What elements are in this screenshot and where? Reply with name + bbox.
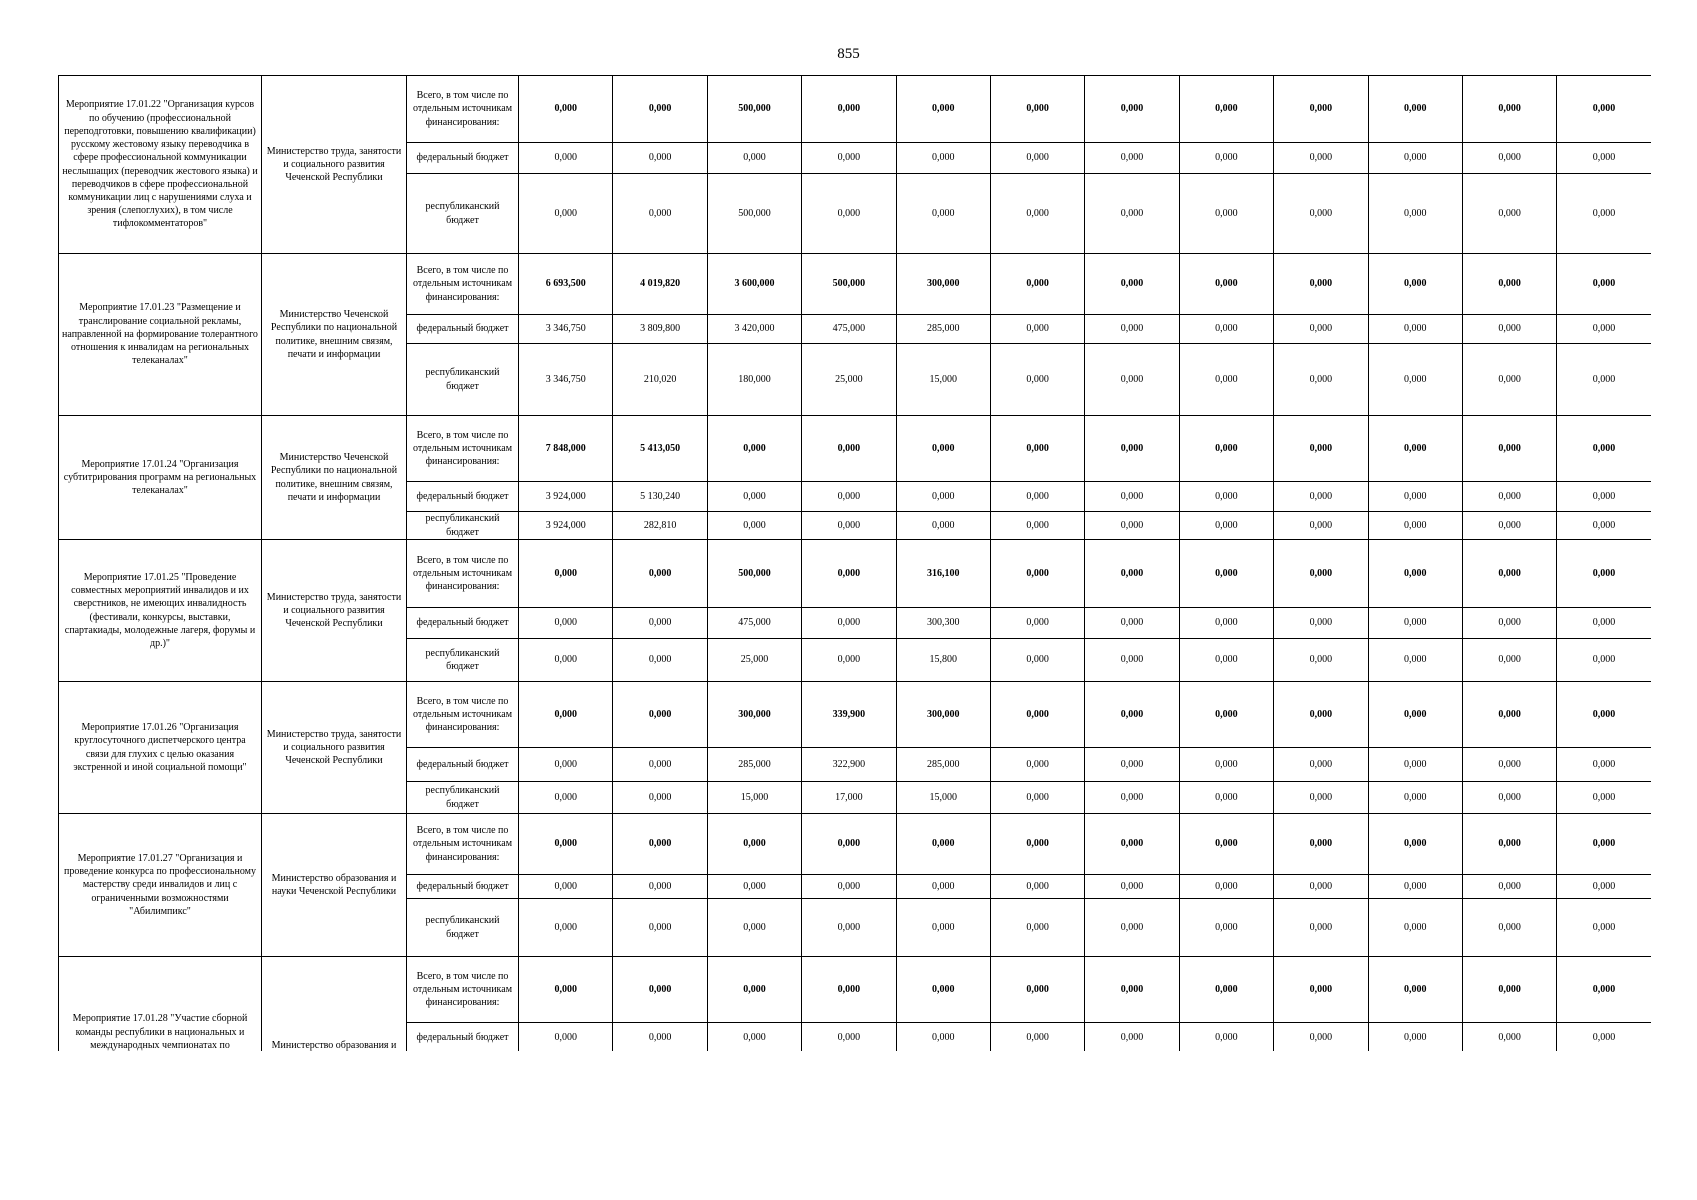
executor-cell: Министерство труда, занятости и социального развития Чеченской Республики [262, 540, 407, 682]
value-cell: 0,000 [1274, 875, 1368, 899]
value-cell: 0,000 [1274, 174, 1368, 254]
value-cell: 339,900 [802, 682, 896, 748]
value-cell: 0,000 [1462, 899, 1556, 957]
value-cell: 25,000 [707, 639, 801, 682]
value-cell: 0,000 [1557, 875, 1651, 899]
value-cell: 0,000 [519, 1023, 613, 1052]
value-cell: 0,000 [613, 814, 707, 875]
value-cell: 0,000 [707, 482, 801, 512]
value-cell: 0,000 [1368, 814, 1462, 875]
value-cell: 0,000 [990, 957, 1084, 1023]
value-cell: 0,000 [613, 1023, 707, 1052]
value-cell: 0,000 [990, 315, 1084, 344]
table-row-total [59, 540, 1652, 608]
value-cell: 0,000 [1557, 344, 1651, 416]
value-cell: 0,000 [613, 682, 707, 748]
value-cell: 322,900 [802, 748, 896, 782]
table-row-total [59, 76, 1652, 143]
value-cell: 300,000 [896, 254, 990, 315]
value-cell: 0,000 [1274, 608, 1368, 639]
budget-table-body [59, 76, 1652, 1052]
table-row-total [59, 416, 1652, 482]
value-cell: 3 346,750 [519, 315, 613, 344]
value-cell: 0,000 [707, 814, 801, 875]
value-cell: 0,000 [1368, 540, 1462, 608]
value-cell: 0,000 [990, 875, 1084, 899]
value-cell: 0,000 [1368, 782, 1462, 814]
executor-cell: Министерство образования и науки Чеченской Республики [262, 814, 407, 957]
value-cell: 0,000 [1085, 875, 1179, 899]
value-cell: 0,000 [519, 76, 613, 143]
value-cell: 0,000 [990, 1023, 1084, 1052]
value-cell: 0,000 [896, 416, 990, 482]
value-cell: 4 019,820 [613, 254, 707, 315]
value-cell: 0,000 [1274, 682, 1368, 748]
value-cell: 0,000 [1274, 512, 1368, 540]
value-cell: 0,000 [1462, 512, 1556, 540]
value-cell: 0,000 [613, 540, 707, 608]
value-cell: 3 600,000 [707, 254, 801, 315]
funding-source-cell: федеральный бюджет [407, 143, 519, 174]
value-cell: 0,000 [1462, 639, 1556, 682]
value-cell: 0,000 [896, 957, 990, 1023]
value-cell: 0,000 [1179, 957, 1273, 1023]
value-cell: 0,000 [1085, 254, 1179, 315]
value-cell: 0,000 [1085, 1023, 1179, 1052]
value-cell: 0,000 [1557, 608, 1651, 639]
value-cell: 0,000 [1368, 899, 1462, 957]
funding-source-cell: Всего, в том числе по отдельным источникам финансирования: [407, 682, 519, 748]
value-cell: 0,000 [1462, 540, 1556, 608]
value-cell: 3 346,750 [519, 344, 613, 416]
value-cell: 0,000 [1274, 143, 1368, 174]
value-cell: 0,000 [990, 76, 1084, 143]
activity-cell: Мероприятие 17.01.23 "Размещение и транслирование социальной рекламы, направленной на формирование толерантного отношения к инвалидам на региональных телеканалах" [59, 254, 262, 416]
value-cell: 7 848,000 [519, 416, 613, 482]
value-cell: 0,000 [1085, 482, 1179, 512]
value-cell: 0,000 [990, 682, 1084, 748]
value-cell: 0,000 [802, 416, 896, 482]
value-cell: 0,000 [1085, 416, 1179, 482]
funding-source-cell: республиканский бюджет [407, 782, 519, 814]
value-cell: 3 924,000 [519, 482, 613, 512]
value-cell: 0,000 [1557, 76, 1651, 143]
value-cell: 0,000 [1368, 416, 1462, 482]
value-cell: 0,000 [1085, 639, 1179, 682]
executor-cell: Министерство образования и [262, 957, 407, 1052]
value-cell: 0,000 [1085, 143, 1179, 174]
value-cell: 0,000 [1462, 748, 1556, 782]
funding-source-cell: республиканский бюджет [407, 174, 519, 254]
funding-source-cell: Всего, в том числе по отдельным источникам финансирования: [407, 957, 519, 1023]
value-cell: 0,000 [707, 899, 801, 957]
value-cell: 0,000 [896, 512, 990, 540]
funding-source-cell: федеральный бюджет [407, 748, 519, 782]
value-cell: 0,000 [990, 814, 1084, 875]
value-cell: 0,000 [613, 76, 707, 143]
value-cell: 0,000 [1179, 682, 1273, 748]
value-cell: 3 924,000 [519, 512, 613, 540]
funding-source-cell: республиканский бюджет [407, 512, 519, 540]
value-cell: 0,000 [1462, 608, 1556, 639]
executor-cell: Министерство Чеченской Республики по национальной политике, внешним связям, печати и информации [262, 416, 407, 540]
value-cell: 0,000 [990, 482, 1084, 512]
value-cell: 0,000 [613, 899, 707, 957]
value-cell: 0,000 [1179, 899, 1273, 957]
value-cell: 0,000 [1462, 875, 1556, 899]
value-cell: 0,000 [1179, 143, 1273, 174]
value-cell: 0,000 [1557, 748, 1651, 782]
funding-source-cell: федеральный бюджет [407, 482, 519, 512]
value-cell: 0,000 [1557, 814, 1651, 875]
value-cell: 0,000 [802, 540, 896, 608]
value-cell: 0,000 [1368, 682, 1462, 748]
value-cell: 0,000 [707, 416, 801, 482]
value-cell: 0,000 [1179, 512, 1273, 540]
value-cell: 0,000 [1462, 416, 1556, 482]
value-cell: 0,000 [1179, 814, 1273, 875]
funding-source-cell: Всего, в том числе по отдельным источникам финансирования: [407, 254, 519, 315]
funding-source-cell: федеральный бюджет [407, 1023, 519, 1052]
value-cell: 0,000 [1179, 482, 1273, 512]
value-cell: 0,000 [1368, 482, 1462, 512]
value-cell: 6 693,500 [519, 254, 613, 315]
value-cell: 15,000 [896, 782, 990, 814]
value-cell: 0,000 [1368, 957, 1462, 1023]
value-cell: 0,000 [802, 174, 896, 254]
value-cell: 0,000 [519, 174, 613, 254]
budget-table-container [58, 75, 1651, 1051]
value-cell: 0,000 [613, 608, 707, 639]
funding-source-cell: республиканский бюджет [407, 899, 519, 957]
value-cell: 0,000 [1462, 344, 1556, 416]
value-cell: 0,000 [990, 540, 1084, 608]
value-cell: 500,000 [802, 254, 896, 315]
value-cell: 0,000 [1368, 639, 1462, 682]
value-cell: 0,000 [1274, 416, 1368, 482]
funding-source-cell: федеральный бюджет [407, 875, 519, 899]
value-cell: 0,000 [1179, 76, 1273, 143]
value-cell: 0,000 [1462, 254, 1556, 315]
value-cell: 0,000 [1557, 957, 1651, 1023]
value-cell: 0,000 [519, 899, 613, 957]
value-cell: 0,000 [990, 254, 1084, 315]
value-cell: 0,000 [1179, 1023, 1273, 1052]
executor-cell: Министерство труда, занятости и социального развития Чеченской Республики [262, 76, 407, 254]
executor-cell: Министерство Чеченской Республики по национальной политике, внешним связям, печати и информации [262, 254, 407, 416]
value-cell: 15,000 [707, 782, 801, 814]
value-cell: 0,000 [519, 540, 613, 608]
value-cell: 285,000 [896, 748, 990, 782]
value-cell: 300,000 [896, 682, 990, 748]
value-cell: 0,000 [519, 682, 613, 748]
value-cell: 0,000 [1179, 174, 1273, 254]
value-cell: 0,000 [990, 608, 1084, 639]
value-cell: 0,000 [1368, 254, 1462, 315]
value-cell: 0,000 [1368, 143, 1462, 174]
value-cell: 0,000 [1557, 512, 1651, 540]
value-cell: 500,000 [707, 174, 801, 254]
value-cell: 0,000 [896, 143, 990, 174]
value-cell: 0,000 [1462, 482, 1556, 512]
value-cell: 0,000 [802, 76, 896, 143]
value-cell: 0,000 [1085, 608, 1179, 639]
value-cell: 0,000 [1085, 512, 1179, 540]
value-cell: 0,000 [1179, 748, 1273, 782]
value-cell: 0,000 [1368, 76, 1462, 143]
value-cell: 0,000 [1085, 540, 1179, 608]
value-cell: 500,000 [707, 76, 801, 143]
funding-source-cell: Всего, в том числе по отдельным источникам финансирования: [407, 814, 519, 875]
value-cell: 0,000 [1085, 76, 1179, 143]
value-cell: 0,000 [1179, 875, 1273, 899]
value-cell: 0,000 [1462, 957, 1556, 1023]
value-cell: 0,000 [519, 957, 613, 1023]
funding-source-cell: Всего, в том числе по отдельным источникам финансирования: [407, 540, 519, 608]
value-cell: 0,000 [1274, 540, 1368, 608]
value-cell: 0,000 [896, 1023, 990, 1052]
funding-source-cell: республиканский бюджет [407, 639, 519, 682]
value-cell: 0,000 [1179, 540, 1273, 608]
value-cell: 15,800 [896, 639, 990, 682]
value-cell: 0,000 [519, 143, 613, 174]
value-cell: 0,000 [1557, 482, 1651, 512]
value-cell: 0,000 [990, 174, 1084, 254]
value-cell: 3 420,000 [707, 315, 801, 344]
activity-cell: Мероприятие 17.01.28 "Участие сборной команды республики в национальных и международных чемпионатах по [59, 957, 262, 1052]
value-cell: 0,000 [1557, 174, 1651, 254]
value-cell: 0,000 [1085, 782, 1179, 814]
value-cell: 0,000 [1368, 174, 1462, 254]
value-cell: 0,000 [802, 1023, 896, 1052]
value-cell: 0,000 [802, 143, 896, 174]
value-cell: 180,000 [707, 344, 801, 416]
value-cell: 15,000 [896, 344, 990, 416]
value-cell: 0,000 [1085, 682, 1179, 748]
value-cell: 0,000 [707, 1023, 801, 1052]
value-cell: 25,000 [802, 344, 896, 416]
value-cell: 0,000 [519, 875, 613, 899]
value-cell: 0,000 [990, 344, 1084, 416]
funding-source-cell: Всего, в том числе по отдельным источникам финансирования: [407, 416, 519, 482]
value-cell: 0,000 [1557, 682, 1651, 748]
value-cell: 210,020 [613, 344, 707, 416]
value-cell: 0,000 [707, 957, 801, 1023]
value-cell: 0,000 [1179, 416, 1273, 482]
value-cell: 500,000 [707, 540, 801, 608]
value-cell: 0,000 [896, 76, 990, 143]
value-cell: 0,000 [1085, 315, 1179, 344]
value-cell: 0,000 [990, 512, 1084, 540]
value-cell: 0,000 [1462, 682, 1556, 748]
value-cell: 5 130,240 [613, 482, 707, 512]
value-cell: 0,000 [990, 143, 1084, 174]
value-cell: 0,000 [802, 482, 896, 512]
value-cell: 0,000 [707, 143, 801, 174]
value-cell: 0,000 [613, 957, 707, 1023]
value-cell: 0,000 [1462, 143, 1556, 174]
table-row-total [59, 254, 1652, 315]
value-cell: 0,000 [990, 748, 1084, 782]
value-cell: 0,000 [1462, 76, 1556, 143]
value-cell: 0,000 [1179, 254, 1273, 315]
value-cell: 0,000 [1085, 814, 1179, 875]
value-cell: 0,000 [802, 899, 896, 957]
value-cell: 300,300 [896, 608, 990, 639]
value-cell: 0,000 [519, 748, 613, 782]
value-cell: 0,000 [1085, 748, 1179, 782]
funding-source-cell: Всего, в том числе по отдельным источникам финансирования: [407, 76, 519, 143]
funding-source-cell: республиканский бюджет [407, 344, 519, 416]
value-cell: 316,100 [896, 540, 990, 608]
value-cell: 0,000 [1085, 344, 1179, 416]
value-cell: 17,000 [802, 782, 896, 814]
value-cell: 0,000 [707, 875, 801, 899]
value-cell: 0,000 [802, 957, 896, 1023]
value-cell: 0,000 [802, 608, 896, 639]
value-cell: 0,000 [1274, 344, 1368, 416]
value-cell: 0,000 [1368, 608, 1462, 639]
value-cell: 0,000 [1274, 1023, 1368, 1052]
value-cell: 0,000 [1462, 782, 1556, 814]
value-cell: 0,000 [1462, 814, 1556, 875]
value-cell: 0,000 [613, 875, 707, 899]
value-cell: 0,000 [613, 174, 707, 254]
activity-cell: Мероприятие 17.01.24 "Организация субтитрирования программ на региональных телеканалах" [59, 416, 262, 540]
value-cell: 0,000 [1179, 782, 1273, 814]
value-cell: 0,000 [990, 782, 1084, 814]
value-cell: 0,000 [802, 814, 896, 875]
value-cell: 282,810 [613, 512, 707, 540]
value-cell: 0,000 [1274, 748, 1368, 782]
activity-cell: Мероприятие 17.01.25 "Проведение совместных мероприятий инвалидов и их сверстников, не имеющих инвалидность (фестивали, конкурсы, выставки, спартакиады, молодежные лагеря, форумы и др.)" [59, 540, 262, 682]
value-cell: 0,000 [802, 875, 896, 899]
value-cell: 0,000 [1179, 608, 1273, 639]
executor-cell: Министерство труда, занятости и социального развития Чеченской Республики [262, 682, 407, 814]
value-cell: 0,000 [1462, 174, 1556, 254]
value-cell: 0,000 [990, 416, 1084, 482]
value-cell: 5 413,050 [613, 416, 707, 482]
value-cell: 0,000 [1179, 315, 1273, 344]
value-cell: 0,000 [1274, 814, 1368, 875]
value-cell: 0,000 [1368, 344, 1462, 416]
value-cell: 0,000 [896, 899, 990, 957]
value-cell: 0,000 [1368, 1023, 1462, 1052]
value-cell: 0,000 [1462, 1023, 1556, 1052]
value-cell: 285,000 [896, 315, 990, 344]
value-cell: 0,000 [1085, 174, 1179, 254]
value-cell: 0,000 [613, 143, 707, 174]
value-cell: 0,000 [896, 174, 990, 254]
value-cell: 0,000 [1274, 957, 1368, 1023]
value-cell: 0,000 [1462, 315, 1556, 344]
value-cell: 0,000 [1274, 899, 1368, 957]
value-cell: 0,000 [519, 814, 613, 875]
value-cell: 0,000 [613, 748, 707, 782]
value-cell: 300,000 [707, 682, 801, 748]
funding-source-cell: федеральный бюджет [407, 608, 519, 639]
value-cell: 0,000 [896, 875, 990, 899]
value-cell: 0,000 [1179, 639, 1273, 682]
value-cell: 0,000 [990, 899, 1084, 957]
value-cell: 0,000 [1557, 639, 1651, 682]
value-cell: 0,000 [1274, 254, 1368, 315]
value-cell: 0,000 [1368, 748, 1462, 782]
value-cell: 0,000 [519, 608, 613, 639]
value-cell: 285,000 [707, 748, 801, 782]
value-cell: 0,000 [1368, 875, 1462, 899]
funding-source-cell: федеральный бюджет [407, 315, 519, 344]
value-cell: 0,000 [1368, 512, 1462, 540]
value-cell: 0,000 [1557, 315, 1651, 344]
value-cell: 0,000 [1557, 782, 1651, 814]
budget-table [58, 75, 1651, 1051]
activity-cell: Мероприятие 17.01.26 "Организация круглосуточного диспетчерского центра связи для глухих с целью оказания экстренной и иной социальной помощи" [59, 682, 262, 814]
value-cell: 0,000 [896, 814, 990, 875]
value-cell: 0,000 [990, 639, 1084, 682]
value-cell: 0,000 [1557, 899, 1651, 957]
value-cell: 0,000 [1274, 76, 1368, 143]
value-cell: 0,000 [1557, 540, 1651, 608]
value-cell: 0,000 [1274, 639, 1368, 682]
value-cell: 0,000 [1085, 899, 1179, 957]
table-row-total [59, 814, 1652, 875]
value-cell: 0,000 [1179, 344, 1273, 416]
value-cell: 0,000 [896, 482, 990, 512]
value-cell: 0,000 [613, 782, 707, 814]
value-cell: 0,000 [1274, 315, 1368, 344]
activity-cell: Мероприятие 17.01.27 "Организация и проведение конкурса по профессиональному мастерству среди инвалидов и лиц с ограниченными возможностями "Абилимпикс" [59, 814, 262, 957]
value-cell: 475,000 [707, 608, 801, 639]
value-cell: 0,000 [1274, 782, 1368, 814]
value-cell: 0,000 [802, 639, 896, 682]
value-cell: 0,000 [1557, 416, 1651, 482]
value-cell: 0,000 [707, 512, 801, 540]
value-cell: 0,000 [613, 639, 707, 682]
value-cell: 0,000 [519, 782, 613, 814]
table-row-total [59, 682, 1652, 748]
value-cell: 0,000 [802, 512, 896, 540]
value-cell: 0,000 [1274, 482, 1368, 512]
value-cell: 0,000 [1085, 957, 1179, 1023]
value-cell: 0,000 [1557, 1023, 1651, 1052]
table-row-total [59, 957, 1652, 1023]
page-number: 855 [837, 46, 860, 62]
activity-cell: Мероприятие 17.01.22 "Организация курсов по обучению (профессиональной переподготовки, повышению квалификации) русскому жестовому языку переводчика в сфере профессиональной коммуникации неслышащих (переводчик жестового языка) и переводчиков в сфере профессиональной коммуникации лиц с нарушениями слуха и зрения (слепоглухих), в том числе тифлокомментаторов" [59, 76, 262, 254]
value-cell: 0,000 [519, 639, 613, 682]
value-cell: 0,000 [1557, 143, 1651, 174]
value-cell: 0,000 [1368, 315, 1462, 344]
value-cell: 0,000 [1557, 254, 1651, 315]
value-cell: 3 809,800 [613, 315, 707, 344]
value-cell: 475,000 [802, 315, 896, 344]
